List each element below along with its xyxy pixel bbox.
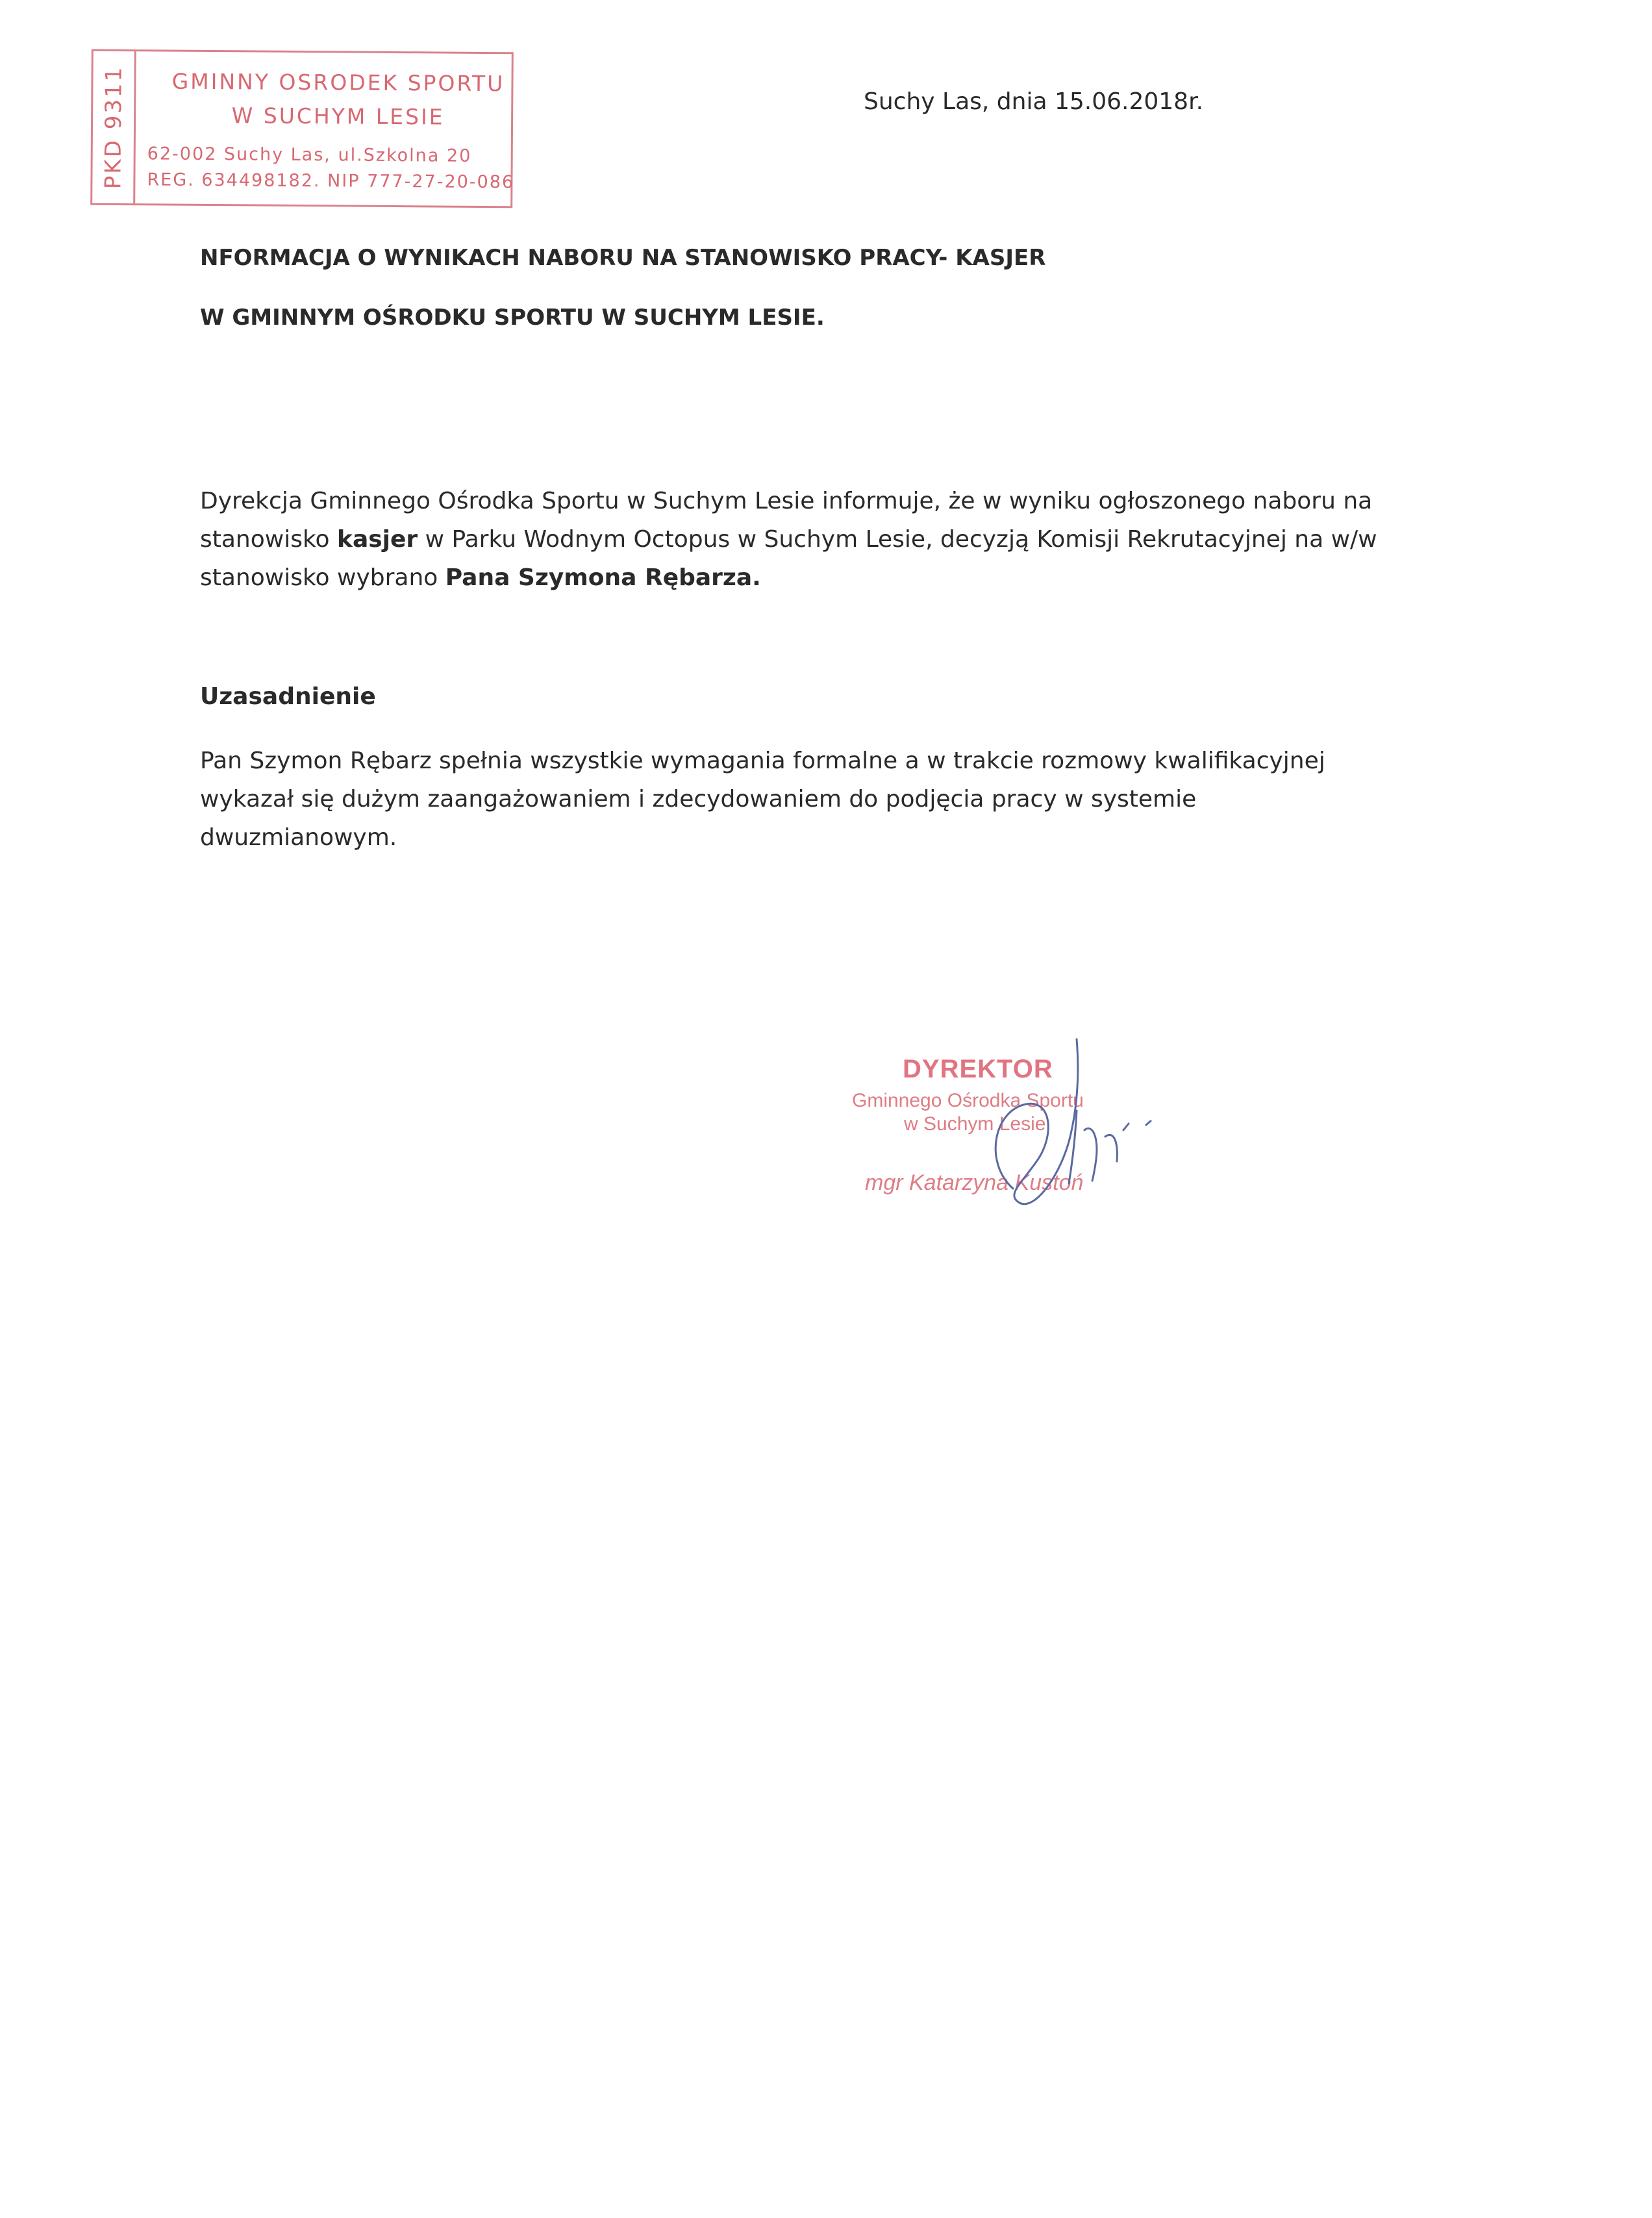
announcement-line3 <box>200 559 1473 597</box>
institution-stamp <box>90 49 514 208</box>
announcement-line2-pre: stanowisko <box>200 526 338 553</box>
justification-line1: Pan Szymon Rębarz spełnia wszystkie wymagania formalne a w trakcie rozmowy kwalifikacyjnej <box>200 748 1325 774</box>
director-org-line2: w Suchym Lesie <box>904 1113 1046 1135</box>
place-date: Suchy Las, dnia 15.06.2018r. <box>864 88 1204 115</box>
announcement-line2 <box>200 520 1473 559</box>
position-name: kasjer <box>337 526 418 553</box>
justification-paragraph <box>200 742 1473 857</box>
director-org-line1: Gminnego Ośrodka Sportu <box>852 1090 1084 1111</box>
title-line2: W GMINNYM OŚRODKU SPORTU W SUCHYM LESIE. <box>200 305 825 331</box>
announcement-line3-pre: stanowisko wybrano <box>200 564 445 591</box>
selected-candidate: Pana Szymona Rębarza. <box>445 564 761 591</box>
director-title: DYREKTOR <box>903 1055 1053 1083</box>
stamp-side-panel <box>92 51 136 203</box>
stamp-registry: REG. 634498182. NIP 777-27-20-086 <box>147 170 515 193</box>
stamp-address: 62-002 Suchy Las, ul.Szkolna 20 <box>147 144 472 166</box>
announcement-line2-post: w Parku Wodnym Octopus w Suchym Lesie, decyzją Komisji Rekrutacyjnej na w/w <box>418 526 1377 553</box>
justification-line2: wykazał się dużym zaangażowaniem i zdecydowaniem do podjęcia pracy w systemie <box>200 786 1197 813</box>
stamp-name-line2: W SUCHYM LESIE <box>231 103 445 130</box>
justification-heading: Uzasadnienie <box>200 683 376 710</box>
announcement-paragraph <box>200 482 1473 597</box>
stamp-name-line1: GMINNY OSRODEK SPORTU <box>171 68 505 97</box>
justification-line3: dwuzmianowym. <box>200 824 397 851</box>
stamp-side-code: PKD 9311 <box>99 65 127 190</box>
director-name: mgr Katarzyna Kustoń <box>865 1170 1084 1195</box>
handwritten-signature <box>922 1033 1169 1221</box>
announcement-line1: Dyrekcja Gminnego Ośrodka Sportu w Suchym Lesie informuje, że w wyniku ogłoszonego naboru na <box>200 488 1373 514</box>
title-line1: NFORMACJA O WYNIKACH NABORU NA STANOWISKO PRACY- KASJER <box>200 245 1046 271</box>
